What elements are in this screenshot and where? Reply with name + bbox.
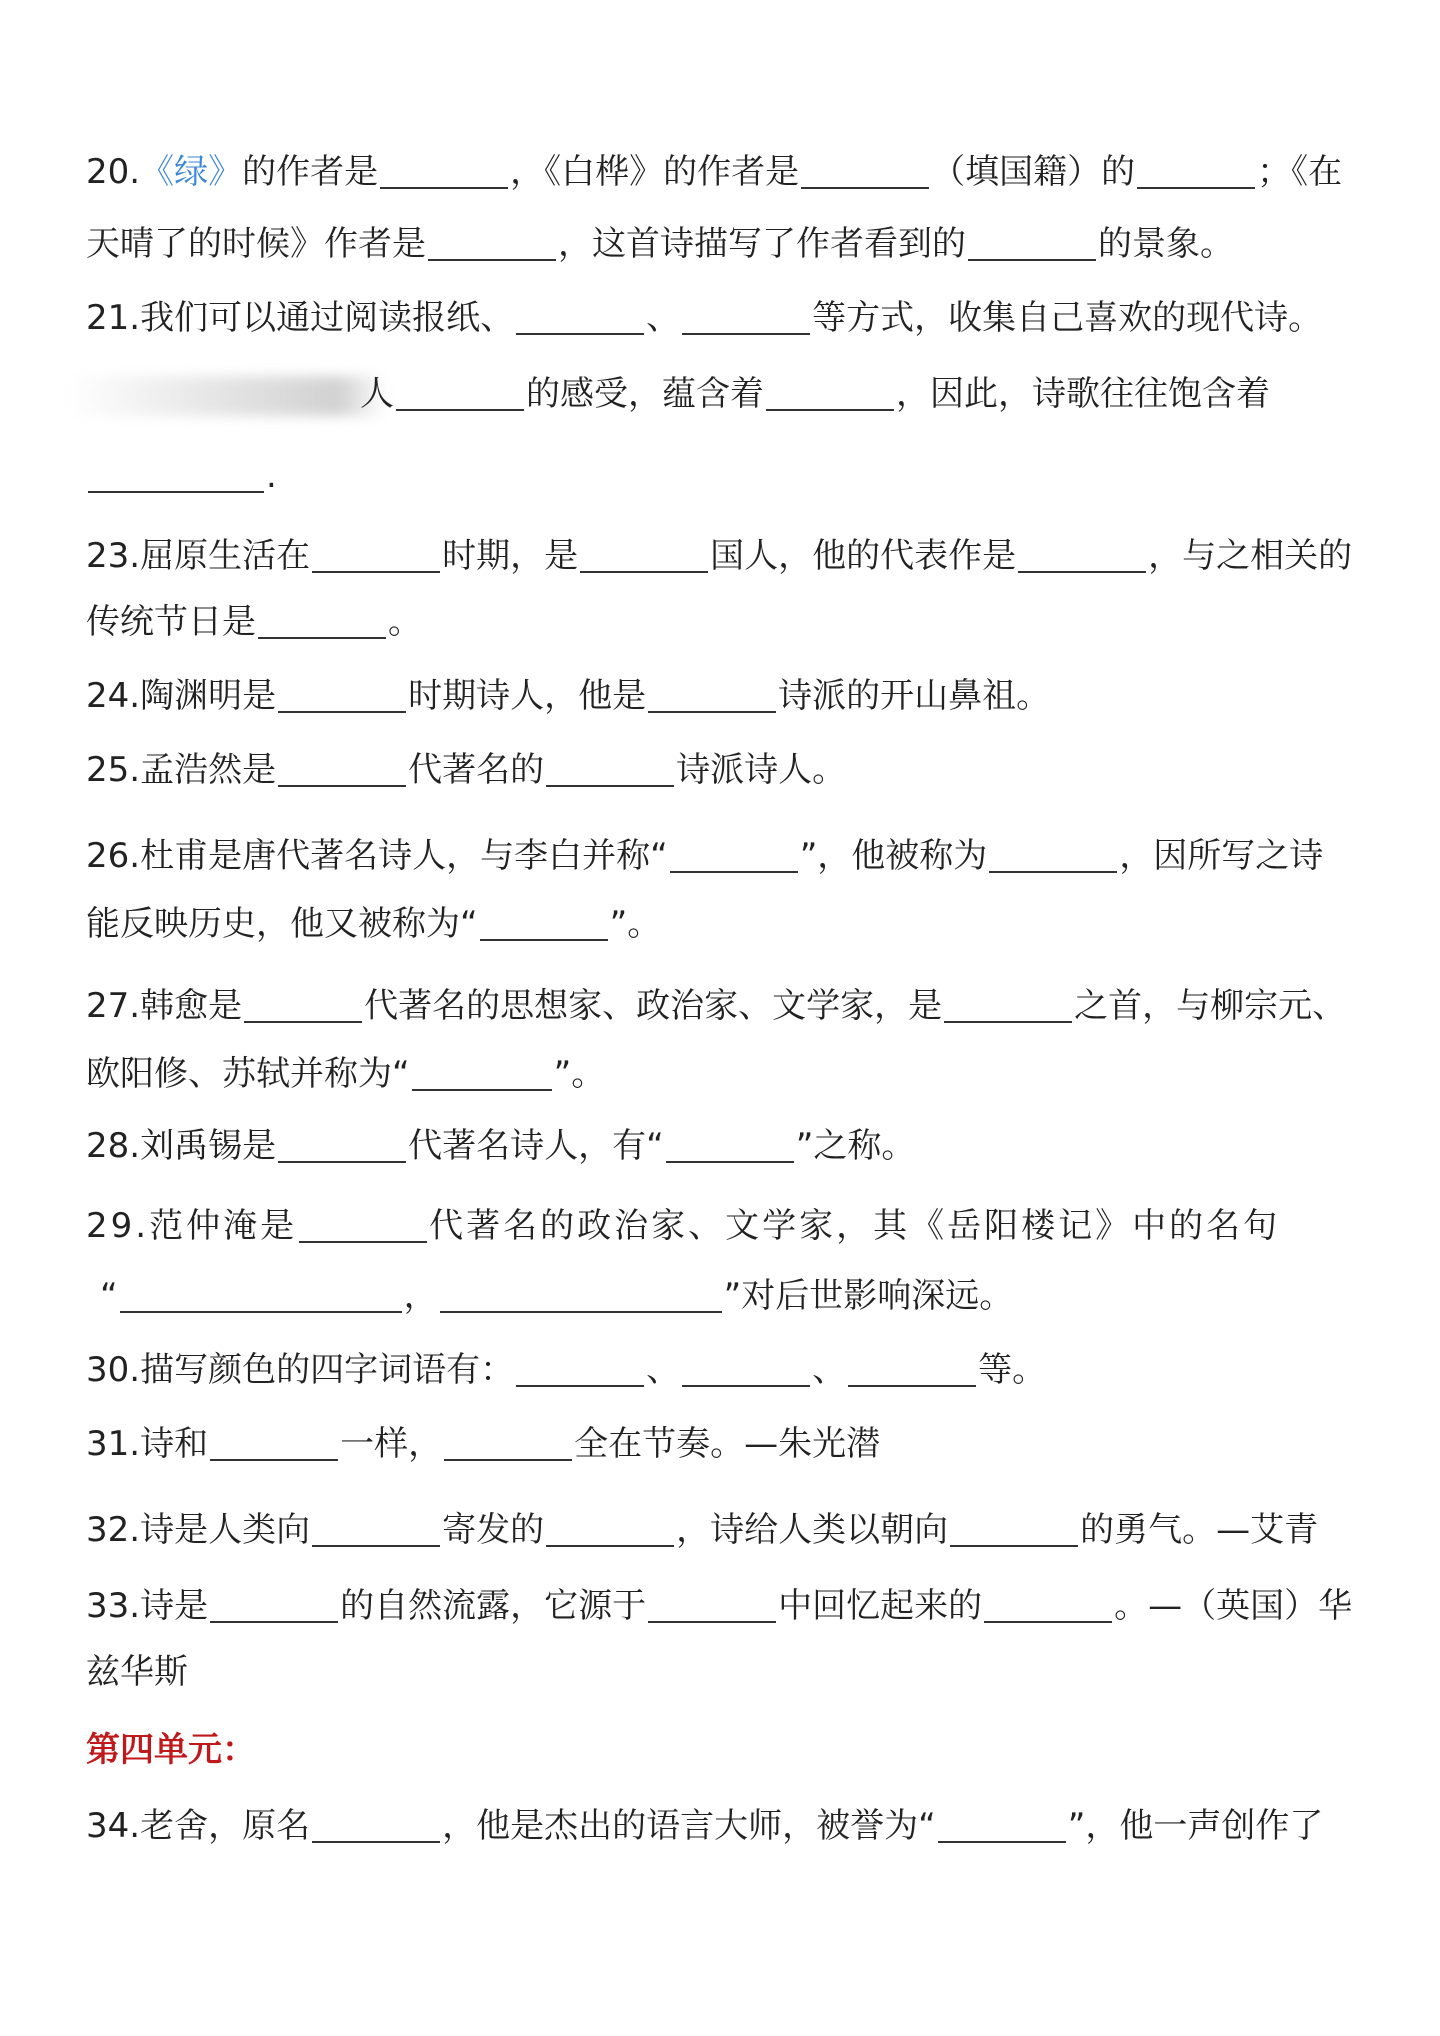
answer-blank[interactable] [412, 1059, 552, 1091]
question-29-line2: “ ， ”对后世影响深远。 [100, 1276, 1014, 1316]
question-28: 28.刘禹锡是 代著名诗人，有“ ”之称。 [86, 1126, 916, 1166]
answer-blank[interactable] [580, 541, 708, 573]
answer-blank[interactable] [396, 379, 524, 411]
answer-blank[interactable] [120, 1281, 402, 1313]
answer-blank[interactable] [88, 461, 264, 493]
question-31: 31.诗和 一样， 全在节奏。—朱光潜 [86, 1424, 881, 1464]
answer-blank[interactable] [278, 681, 406, 713]
question-32: 32.诗是人类向 寄发的 ，诗给人类以朝向 的勇气。—艾青 [86, 1510, 1319, 1550]
answer-blank[interactable] [546, 1515, 674, 1547]
answer-blank[interactable] [278, 1131, 406, 1163]
answer-blank[interactable] [1137, 157, 1255, 189]
question-27-line2: 欧阳修、苏轼并称为“ ”。 [86, 1054, 606, 1094]
answer-blank[interactable] [648, 681, 776, 713]
answer-blank[interactable] [984, 1591, 1112, 1623]
answer-blank[interactable] [1018, 541, 1146, 573]
answer-blank[interactable] [950, 1515, 1078, 1547]
question-33-line1: 33.诗是 的自然流露，它源于 中回忆起来的 。—（英国）华 [86, 1586, 1353, 1626]
answer-blank[interactable] [444, 1429, 572, 1461]
answer-blank[interactable] [210, 1429, 338, 1461]
poem-title-lv: 《绿》 [140, 152, 243, 192]
answer-blank[interactable] [516, 1355, 644, 1387]
section-heading-unit-4: 第四单元： [86, 1730, 256, 1770]
answer-blank[interactable] [766, 379, 894, 411]
answer-blank[interactable] [440, 1281, 722, 1313]
answer-blank[interactable] [848, 1355, 976, 1387]
question-29-line1: 29.范仲淹是 代著名的政治家、文学家，其《岳阳楼记》中的名句 [86, 1206, 1281, 1246]
answer-blank[interactable] [968, 229, 1096, 261]
answer-blank[interactable] [244, 991, 362, 1023]
answer-blank[interactable] [312, 1515, 440, 1547]
answer-blank[interactable] [666, 1131, 794, 1163]
question-26-line2: 能反映历史，他又被称为“ ”。 [86, 904, 662, 944]
answer-blank[interactable] [989, 841, 1117, 873]
question-23-line2: 传统节日是 。 [86, 602, 422, 642]
answer-blank[interactable] [546, 755, 674, 787]
question-34: 34.老舍，原名 ，他是杰出的语言大师，被誉为“ ”，他一声创作了 [86, 1806, 1324, 1846]
question-25: 25.孟浩然是 代著名的 诗派诗人。 [86, 750, 847, 790]
answer-blank[interactable] [944, 991, 1072, 1023]
question-20-line1: 20.《绿》的作者是 ，《白桦》的作者是 （填国籍）的 ；《在 [86, 152, 1343, 192]
answer-blank[interactable] [801, 157, 929, 189]
answer-blank[interactable] [380, 157, 508, 189]
answer-blank[interactable] [428, 229, 556, 261]
question-33-line2: 兹华斯 [86, 1652, 188, 1692]
question-24: 24.陶渊明是 时期诗人，他是 诗派的开山鼻祖。 [86, 676, 1051, 716]
answer-blank[interactable] [670, 841, 798, 873]
answer-blank[interactable] [480, 909, 608, 941]
answer-blank[interactable] [938, 1811, 1066, 1843]
answer-blank[interactable] [516, 303, 644, 335]
answer-blank[interactable] [682, 1355, 810, 1387]
question-22-line2: . [86, 454, 277, 498]
question-30: 30.描写颜色的四字词语有： 、 、 等。 [86, 1350, 1047, 1390]
question-27-line1: 27.韩愈是 代著名的思想家、政治家、文学家，是 之首，与柳宗元、 [86, 986, 1347, 1026]
answer-blank[interactable] [258, 607, 386, 639]
question-21: 21.我们可以通过阅读报纸、 、 等方式，收集自己喜欢的现代诗。 [86, 298, 1323, 338]
question-23-line1: 23.屈原生活在 时期，是 国人，他的代表作是 ，与之相关的 [86, 536, 1353, 576]
blurred-region [66, 376, 386, 416]
question-26-line1: 26.杜甫是唐代著名诗人，与李白并称“ ”，他被称为 ，因所写之诗 [86, 836, 1324, 876]
question-22-line1: 人 的感受，蕴含着 ，因此，诗歌往往饱含着 [360, 374, 1270, 414]
answer-blank[interactable] [210, 1591, 338, 1623]
answer-blank[interactable] [312, 541, 440, 573]
question-20-line2: 天晴了的时候》作者是 ，这首诗描写了作者看到的 的景象。 [86, 224, 1234, 264]
answer-blank[interactable] [312, 1811, 440, 1843]
answer-blank[interactable] [648, 1591, 776, 1623]
answer-blank[interactable] [299, 1211, 427, 1243]
answer-blank[interactable] [278, 755, 406, 787]
answer-blank[interactable] [682, 303, 810, 335]
